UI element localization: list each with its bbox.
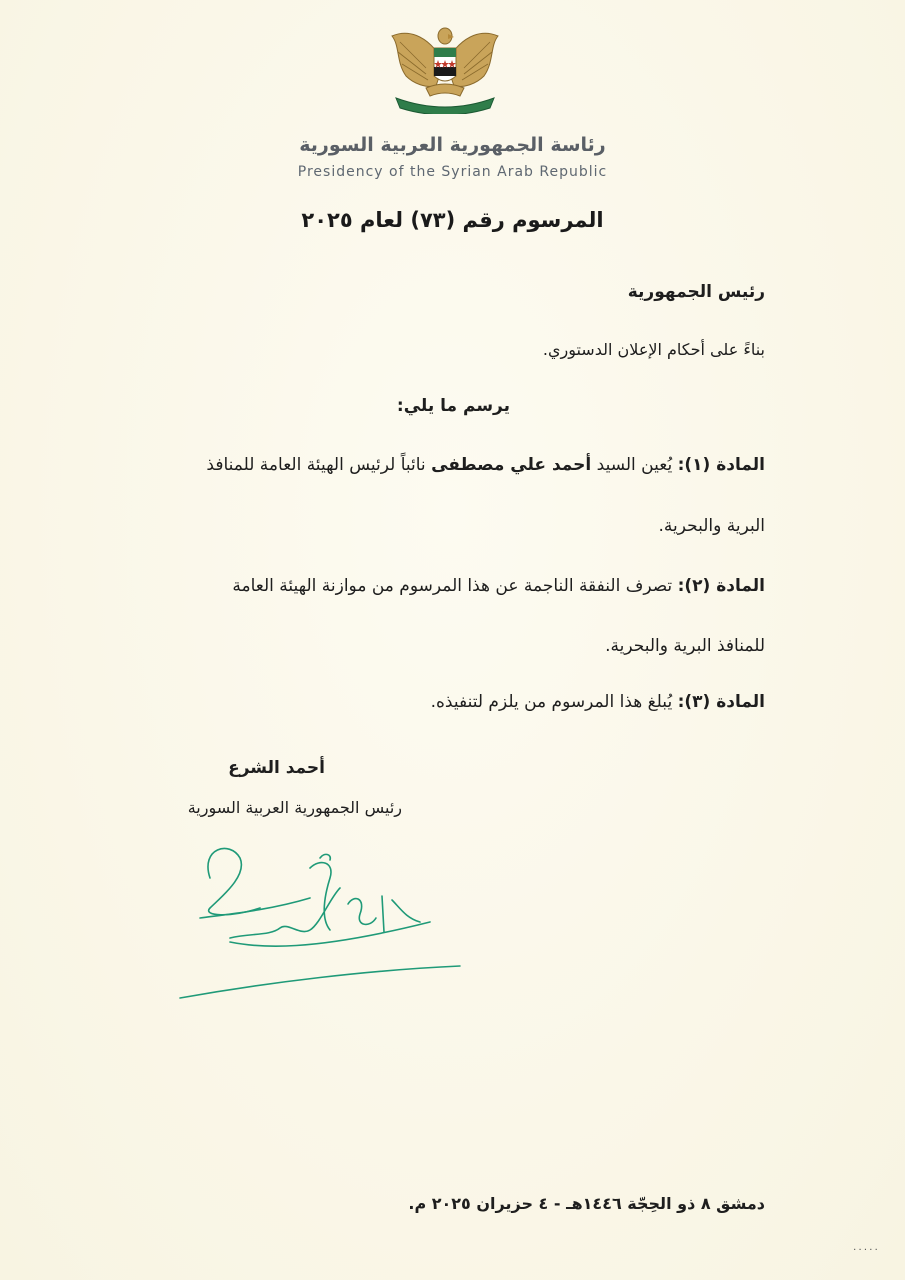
signatory-title: رئيس الجمهورية العربية السورية bbox=[187, 798, 402, 817]
appointee-name: أحمد علي مصطفى bbox=[431, 455, 592, 475]
issuer-line: رئيس الجمهورية bbox=[627, 282, 765, 302]
article-1-post: نائباً لرئيس الهيئة العامة للمنافذ bbox=[206, 455, 426, 475]
eagle-emblem-icon bbox=[386, 22, 504, 114]
article-1 bbox=[206, 455, 765, 475]
decree-title: المرسوم رقم (٧٣) لعام ٢٠٢٥ bbox=[301, 208, 604, 232]
article-3-label: المادة (٣): bbox=[677, 692, 765, 712]
article-3 bbox=[431, 692, 765, 712]
decrees-heading: يرسم ما يلي: bbox=[396, 396, 510, 416]
article-1-line-2: البرية والبحرية. bbox=[658, 516, 765, 536]
article-2-line-2: للمنافذ البرية والبحرية. bbox=[605, 636, 765, 656]
handwritten-signature bbox=[170, 838, 470, 1008]
article-3-text: يُبلغ هذا المرسوم من يلزم لتنفيذه. bbox=[430, 692, 673, 712]
article-2-label: المادة (٢): bbox=[677, 576, 765, 596]
signatory-name: أحمد الشرع bbox=[228, 758, 325, 778]
header-arabic-title: رئاسة الجمهورية العربية السورية bbox=[299, 134, 606, 156]
article-1-label: المادة (١): bbox=[677, 455, 765, 475]
footer-date-line: دمشق ٨ ذو الحِجّة ١٤٤٦هـ - ٤ حزيران ٢٠٢٥ م. bbox=[408, 1194, 765, 1213]
basis-line: بناءً على أحكام الإعلان الدستوري. bbox=[542, 340, 765, 359]
header-english-title: Presidency of the Syrian Arab Republic bbox=[297, 164, 608, 180]
article-1-pre: يُعين السيد bbox=[596, 455, 673, 475]
corner-mark: ٠٠٠٠٠ bbox=[852, 1244, 879, 1255]
article-2 bbox=[232, 576, 765, 596]
article-2-text: تصرف النفقة الناجمة عن هذا المرسوم من موازنة الهيئة العامة bbox=[232, 576, 673, 596]
